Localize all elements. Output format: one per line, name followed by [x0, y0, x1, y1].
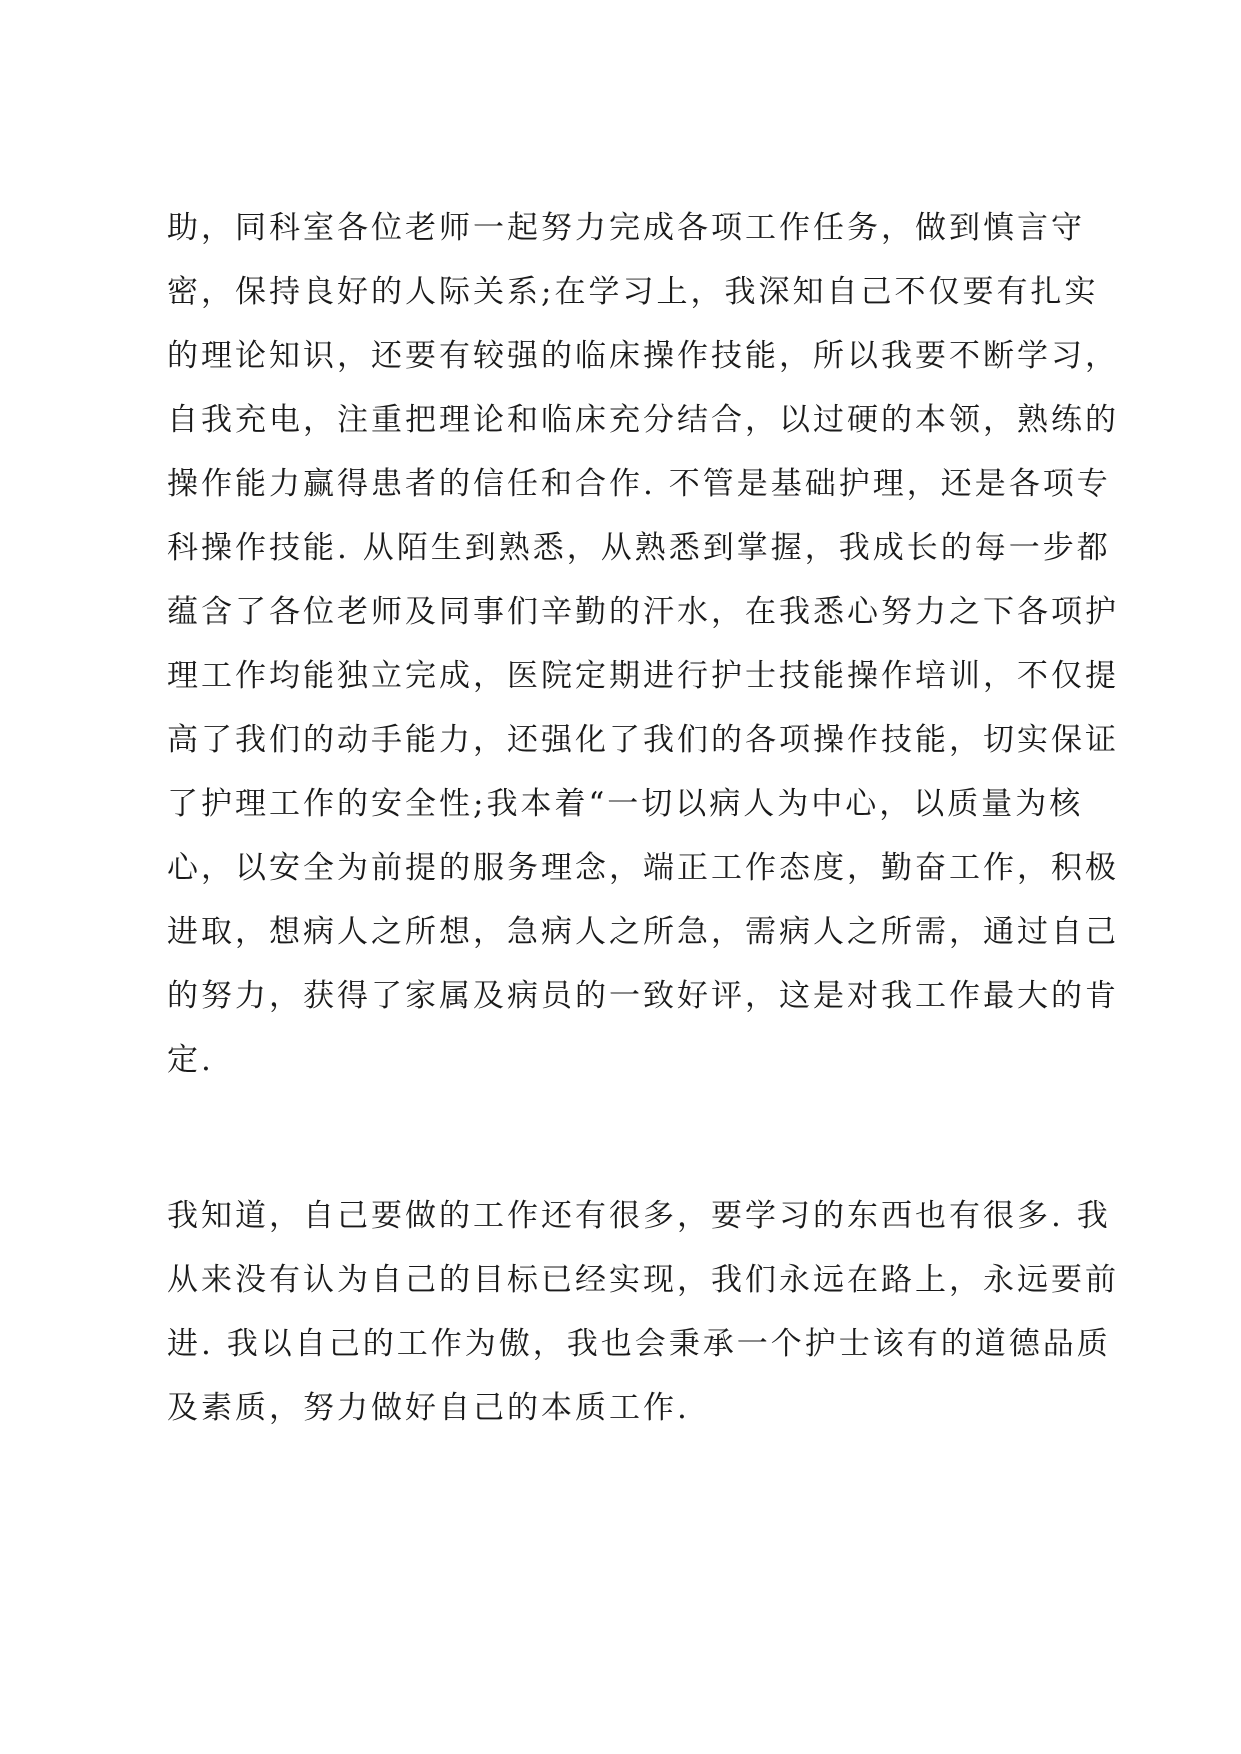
paragraph-1: [167, 196, 1119, 1092]
paragraph-line: 操作能力赢得患者的信任和合作. 不管是基础护理，还是各项专: [167, 466, 1111, 502]
paragraph-line: 的努力，获得了家属及病员的一致好评，这是对我工作最大的肯: [167, 978, 1119, 1014]
paragraph-line: 蕴含了各位老师及同事们辛勤的汗水，在我悉心努力之下各项护: [167, 594, 1119, 630]
paragraph-line: 进. 我以自己的工作为傲，我也会秉承一个护士该有的道德品质: [167, 1326, 1111, 1362]
paragraph-line: 自我充电，注重把理论和临床充分结合，以过硬的本领，熟练的: [167, 402, 1119, 438]
paragraph-line: 我知道，自己要做的工作还有很多，要学习的东西也有很多. 我: [167, 1198, 1111, 1234]
paragraph-line: 从来没有认为自己的目标已经实现，我们永远在路上，永远要前: [167, 1262, 1119, 1298]
paragraph-line: 的理论知识，还要有较强的临床操作技能，所以我要不断学习，: [167, 338, 1119, 374]
paragraph-line: 理工作均能独立完成，医院定期进行护士技能操作培训，不仅提: [167, 658, 1119, 694]
paragraph-line: 及素质，努力做好自己的本质工作.: [167, 1390, 690, 1426]
paragraph-line: 助，同科室各位老师一起努力完成各项工作任务，做到慎言守: [167, 210, 1085, 246]
paragraph-line: 定.: [167, 1042, 214, 1078]
paragraph-line: 科操作技能. 从陌生到熟悉，从熟悉到掌握，我成长的每一步都: [167, 530, 1111, 566]
paragraph-line: 心，以安全为前提的服务理念，端正工作态度，勤奋工作，积极: [167, 850, 1119, 886]
paragraph-line: 高了我们的动手能力，还强化了我们的各项操作技能，切实保证: [167, 722, 1119, 758]
paragraph-spacer: [167, 1092, 1097, 1184]
paragraph-2: [167, 1184, 1119, 1440]
paragraph-line: 了护理工作的安全性;我本着“一切以病人为中心，以质量为核: [167, 786, 1084, 822]
document-body: [167, 196, 1119, 1440]
paragraph-line: 进取，想病人之所想，急病人之所急，需病人之所需，通过自己: [167, 914, 1119, 950]
paragraph-line: 密，保持良好的人际关系;在学习上，我深知自己不仅要有扎实: [167, 274, 1099, 310]
